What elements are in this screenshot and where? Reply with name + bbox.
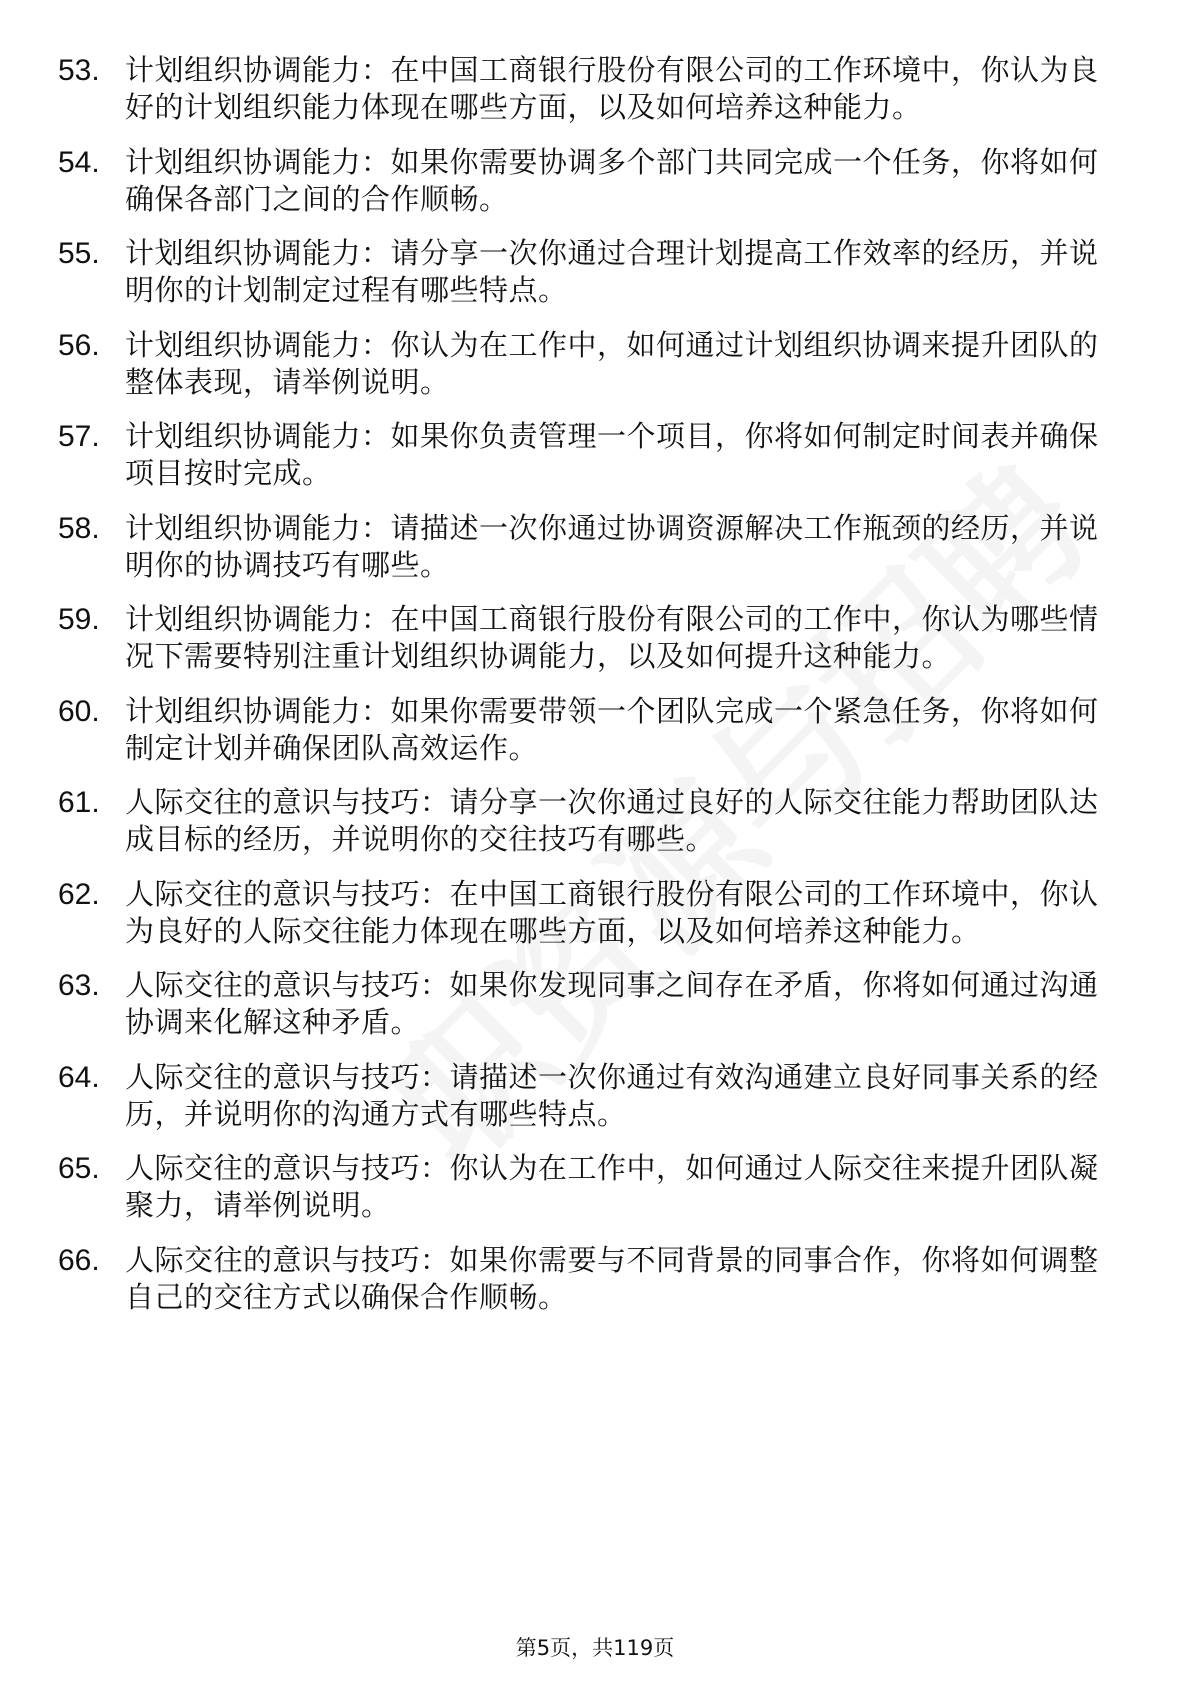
question-text: 计划组织协调能力：如果你负责管理一个项目，你将如何制定时间表并确保项目按时完成。	[125, 419, 1099, 490]
question-text: 人际交往的意识与技巧：请描述一次你通过有效沟通建立良好同事关系的经历，并说明你的沟通方式有哪些特点。	[125, 1059, 1099, 1131]
question-text: 计划组织协调能力：在中国工商银行股份有限公司的工作环境中，你认为良好的计划组织能力体现在哪些方面，以及如何培养这种能力。	[125, 53, 1099, 124]
question-number: 53.	[58, 54, 100, 87]
question-text: 人际交往的意识与技巧：如果你需要与不同背景的同事合作，你将如何调整自己的交往方式以确保合作顺畅。	[125, 1242, 1099, 1314]
question-item-61	[58, 784, 1118, 858]
question-number: 55.	[58, 237, 100, 270]
question-text: 计划组织协调能力：如果你需要协调多个部门共同完成一个任务，你将如何确保各部门之间的合作顺畅。	[125, 144, 1099, 216]
question-number: 66.	[58, 1243, 100, 1277]
question-item-64	[58, 1059, 1118, 1133]
question-number: 57.	[58, 420, 100, 453]
question-text: 人际交往的意识与技巧：在中国工商银行股份有限公司的工作环境中，你认为良好的人际交往能力体现在哪些方面，以及如何培养这种能力。	[125, 876, 1099, 948]
question-text: 计划组织协调能力：请描述一次你通过协调资源解决工作瓶颈的经历，并说明你的协调技巧有哪些。	[125, 510, 1099, 582]
question-number: 56.	[58, 328, 100, 362]
question-number: 59.	[58, 603, 100, 636]
question-item-58	[58, 510, 1118, 584]
question-number: 61.	[58, 786, 100, 819]
question-text: 人际交往的意识与技巧：你认为在工作中，如何通过人际交往来提升团队凝聚力，请举例说明。	[125, 1151, 1099, 1222]
question-number: 64.	[58, 1060, 100, 1094]
question-number: 65.	[58, 1152, 100, 1185]
question-item-53	[58, 52, 1118, 126]
question-item-66	[58, 1242, 1118, 1316]
question-item-56	[58, 327, 1118, 401]
question-item-55	[58, 235, 1118, 309]
question-number: 62.	[58, 877, 100, 911]
question-item-63	[58, 967, 1118, 1041]
question-item-62	[58, 876, 1118, 950]
question-item-57	[58, 418, 1118, 492]
question-item-59	[58, 601, 1118, 675]
question-item-54	[58, 144, 1118, 218]
question-text: 人际交往的意识与技巧：请分享一次你通过良好的人际交往能力帮助团队达成目标的经历，并说明你的交往技巧有哪些。	[125, 785, 1099, 856]
question-number: 60.	[58, 694, 100, 728]
question-text: 人际交往的意识与技巧：如果你发现同事之间存在矛盾，你将如何通过沟通协调来化解这种矛盾。	[125, 968, 1099, 1039]
page-number-label: 第5页，共119页	[515, 1636, 675, 1660]
question-text: 计划组织协调能力：你认为在工作中，如何通过计划组织协调来提升团队的整体表现，请举例说明。	[125, 327, 1099, 399]
question-list	[58, 52, 1118, 1333]
question-text: 计划组织协调能力：在中国工商银行股份有限公司的工作中，你认为哪些情况下需要特别注重计划组织协调能力，以及如何提升这种能力。	[125, 602, 1099, 673]
question-text: 计划组织协调能力：如果你需要带领一个团队完成一个紧急任务，你将如何制定计划并确保团队高效运作。	[125, 693, 1099, 765]
question-item-65	[58, 1150, 1118, 1224]
question-number: 63.	[58, 969, 100, 1002]
question-item-60	[58, 693, 1118, 767]
question-number: 54.	[58, 145, 100, 179]
question-text: 计划组织协调能力：请分享一次你通过合理计划提高工作效率的经历，并说明你的计划制定过程有哪些特点。	[125, 236, 1099, 307]
page-footer	[0, 1634, 1190, 1662]
question-number: 58.	[58, 511, 100, 545]
